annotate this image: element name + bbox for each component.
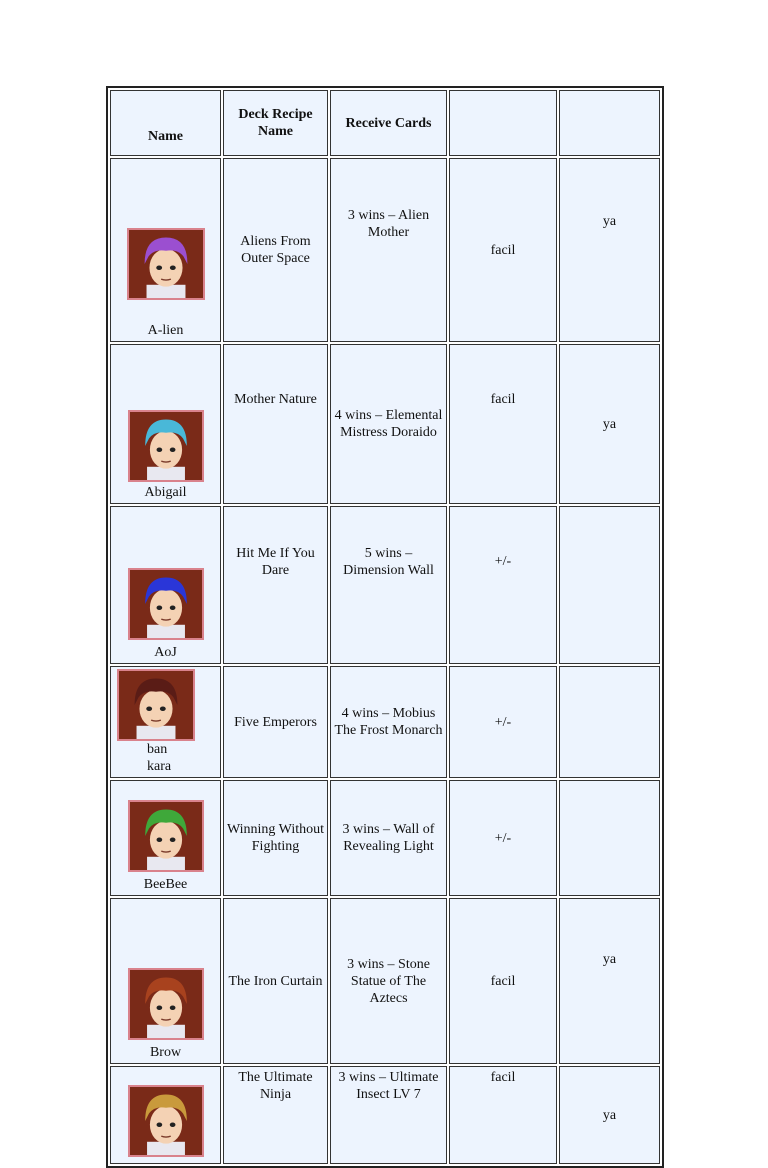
table-row: [110, 1066, 660, 1164]
name-cell: [110, 780, 221, 896]
header-deck-recipe-name: Deck Recipe Name: [223, 90, 328, 156]
deck-name-cell: The Ultimate Ninja: [223, 1066, 328, 1164]
name-cell: [110, 158, 221, 342]
purple-hair-portrait-icon: [127, 228, 205, 300]
portrait-with-name-wrap: [117, 669, 217, 741]
difficulty-cell: facil: [449, 344, 557, 504]
difficulty-cell: facil: [449, 1066, 557, 1164]
table-row: [110, 898, 660, 1064]
table-row: [110, 506, 660, 664]
name-cell: [110, 344, 221, 504]
status-cell: [559, 666, 660, 778]
difficulty-cell: facil: [449, 158, 557, 342]
status-cell: [559, 506, 660, 664]
receive-cards-cell: 3 wins – Ultimate Insect LV 7: [330, 1066, 447, 1164]
name-cell: [110, 1066, 221, 1164]
auburn-hair-portrait-icon: [128, 968, 204, 1040]
cyan-hair-portrait-icon: [128, 410, 204, 482]
brown-hair-portrait-icon: [117, 669, 195, 741]
receive-cards-cell: 5 wins – Dimension Wall: [330, 506, 447, 664]
difficulty-cell: +/-: [449, 506, 557, 664]
name-cell: [110, 506, 221, 664]
blonde-hair-portrait-icon: [128, 1085, 204, 1157]
header-receive-cards: Receive Cards: [330, 90, 447, 156]
status-cell: ya: [559, 158, 660, 342]
status-cell: ya: [559, 898, 660, 1064]
status-cell: ya: [559, 1066, 660, 1164]
header-name: Name: [110, 90, 221, 156]
status-cell: [559, 780, 660, 896]
table-row: [110, 780, 660, 896]
receive-cards-cell: 4 wins – Mobius The Frost Monarch: [330, 666, 447, 778]
difficulty-cell: +/-: [449, 780, 557, 896]
receive-cards-cell: 4 wins – Elemental Mistress Doraido: [330, 344, 447, 504]
deck-name-cell: The Iron Curtain: [223, 898, 328, 1064]
blue-hair-portrait-icon: [128, 568, 204, 640]
table-row: [110, 158, 660, 342]
character-name: A-lien: [147, 323, 184, 338]
name-cell: [110, 666, 221, 778]
table-row: [110, 344, 660, 504]
receive-cards-cell: 3 wins – Stone Statue of The Aztecs: [330, 898, 447, 1064]
character-name: ban kara: [147, 742, 172, 774]
deck-name-cell: Five Emperors: [223, 666, 328, 778]
status-cell: ya: [559, 344, 660, 504]
character-name: AoJ: [154, 645, 177, 660]
difficulty-cell: facil: [449, 898, 557, 1064]
header-blank-1: [449, 90, 557, 156]
difficulty-cell: +/-: [449, 666, 557, 778]
receive-cards-cell: 3 wins – Wall of Revealing Light: [330, 780, 447, 896]
table-header-row: [110, 90, 660, 156]
deck-name-cell: Aliens From Outer Space: [223, 158, 328, 342]
character-name: BeeBee: [143, 877, 188, 892]
character-name: Abigail: [144, 485, 187, 500]
deck-name-cell: Mother Nature: [223, 344, 328, 504]
deck-name-cell: Hit Me If You Dare: [223, 506, 328, 664]
green-hair-portrait-icon: [128, 800, 204, 872]
deck-recipe-table: [106, 86, 664, 1168]
table-row: [110, 666, 660, 778]
character-name: Brow: [149, 1045, 182, 1060]
receive-cards-cell: 3 wins – Alien Mother: [330, 158, 447, 342]
name-cell: [110, 898, 221, 1064]
header-blank-2: [559, 90, 660, 156]
deck-name-cell: Winning Without Fighting: [223, 780, 328, 896]
